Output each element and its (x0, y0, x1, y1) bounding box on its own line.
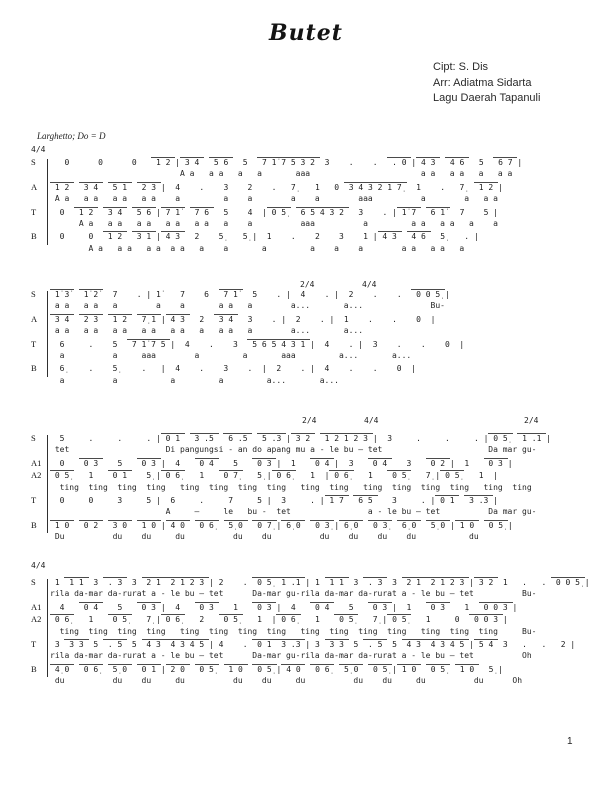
beam-group: 7̣ 1 (136, 314, 161, 324)
beam-group: 3 3 (324, 639, 349, 649)
beam-group: 1 .1 (276, 578, 306, 587)
beam-group: 0 4 (367, 458, 393, 468)
beam-group: 0 3 (367, 602, 393, 612)
beam-group: 1 2 1 2 3 (319, 434, 373, 443)
lyric-row (31, 376, 606, 388)
voice-row-T (31, 207, 606, 219)
system-2 (31, 289, 606, 388)
notation-line: 6̣ . 5̣ . | 4 . 3 . | 2 . | 4 . . 0 | (50, 364, 417, 374)
tempo-marking: Larghetto; Do = D (37, 131, 106, 141)
beam-group: 0 1 (435, 495, 460, 505)
beam-group: 1 2 (107, 314, 132, 324)
lyric-row (31, 169, 606, 181)
beam-group: . 0 (387, 158, 412, 167)
system-4 (31, 577, 606, 689)
beam-group: 0 5̣ (488, 434, 513, 443)
beam-group: 1 2 (50, 182, 75, 192)
beam-group: 3 4 (50, 314, 75, 324)
lyric-line: a a a a a a a a a a a... a... Bu- (50, 301, 445, 311)
lyric-line: A a a a a a a a a a a a aaa a a a a a a a (50, 218, 498, 228)
lyric-line: a a aaa a a aaa a... a... (50, 350, 412, 360)
time-signature: 2/4 (300, 280, 315, 289)
beam-group: 5̣ 0 (339, 664, 364, 674)
voice-label: A2 (31, 470, 42, 481)
beam-group: 0 4 (78, 602, 103, 612)
beam-group: 0 5̣ (334, 615, 359, 625)
notation-line: 1 2 3 4 5 1 2 3 | 4 . 3 2 . 7̣ 1 0 3 4 3 2 1 7̣ 1 . 7̣ 1 2 | (50, 182, 503, 192)
beam-group: 6 1̇ (425, 207, 450, 217)
beam-group: 2 3 (78, 314, 104, 324)
beam-group: 1 7 (324, 495, 349, 505)
beam-group: 0 3 (78, 458, 103, 468)
lyric-row (31, 532, 606, 544)
notation-line: 0 0 3 5 0 3 | 4 0 4 5 0 3 | 1 0 4 | 3 0 4 3 0 2 | 1 0 3 | (50, 458, 513, 468)
lyric-row (31, 627, 606, 639)
credit-composer: Cipt: S. Dis (433, 61, 489, 73)
beam-group: 1̇ 3̇ (50, 290, 75, 299)
beam-group: 0 3 (252, 458, 277, 468)
voice-row-A2 (31, 614, 606, 626)
beam-group: 3 .3 (464, 495, 494, 505)
lyric-row (31, 194, 606, 206)
beam-group: 4 0 (165, 520, 190, 530)
lyric-row (31, 483, 606, 495)
beam-group: 7 1̇ (218, 290, 243, 299)
beam-group: 1 2 (473, 182, 499, 192)
lyric-line: rila da-mar da-rurat a - le bu – tet Da-mar gu-rila da-mar da-rurat a - le bu – tet Bu- (50, 589, 537, 599)
beam-group: 1 0 (50, 520, 75, 530)
time-signature: 4/4 (362, 280, 377, 289)
voice-row-A (31, 314, 606, 326)
lyric-row (31, 244, 606, 256)
lyric-line: a a a a a a a a a a a a a a a... a... (50, 326, 364, 336)
beam-group: 0 3 (425, 602, 450, 612)
beam-group: 0 3 (136, 458, 161, 468)
beam-group: 0 6̣ (329, 471, 354, 481)
voice-row-S (31, 433, 606, 445)
beam-group: 0 5̣ (387, 471, 412, 481)
beam-group: 3 1 (131, 232, 156, 242)
voice-label: T (31, 206, 37, 217)
beam-group: . 3 (103, 578, 128, 587)
credits-block (433, 60, 540, 107)
voice-row-S (31, 157, 606, 169)
beam-group: 0 4 (194, 458, 219, 468)
notation-line: 5 . . . | 0 1 3 .5 6 .5 5 .3 | 3 2 1 2 1 2 3 | 3 . . . | 0 5̣ 1 .1 | (50, 434, 552, 443)
voice-label: A (31, 313, 38, 324)
beam-group: 1̇ 2̇ (78, 290, 104, 299)
voice-row-A2 (31, 470, 606, 482)
credit-origin: Lagu Daerah Tapanuli (433, 92, 541, 104)
voice-row-A1 (31, 458, 606, 470)
beam-group: 2 1 (141, 578, 166, 587)
time-signature: 4/4 (31, 145, 46, 154)
time-signature: 2/4 (524, 416, 539, 425)
beam-group: 0 0 3 (478, 602, 513, 612)
voice-label: B (31, 663, 37, 674)
beam-group: 4 3 (141, 639, 166, 649)
beam-group: 7 1̇ 7 5 3 2 (257, 158, 320, 167)
beam-group: 3 4 3 2 1 7̣ (343, 182, 407, 192)
beam-group: 4 6 (406, 232, 431, 242)
beam-group: 0 7̣ (252, 520, 277, 530)
beam-group: 0 3 (194, 602, 219, 612)
beam-group: 1 2 (102, 232, 128, 242)
beam-group: 0 5̣ (194, 664, 219, 674)
beam-group: 1 1 (324, 578, 349, 587)
beam-group: 0 3 (483, 458, 508, 468)
beam-group: 1 0 (223, 664, 248, 674)
beam-group: 5̣ 0 (107, 664, 132, 674)
beam-group: 5̣ 0 (223, 520, 248, 530)
beam-group: 5 1 (107, 182, 132, 192)
beam-group: 0 5̣ (440, 471, 465, 481)
notation-line: 0 0 0 1 2 | 3 4 5 6 5 7 1̇ 7 5 3 2 3 . . . 0 | 4 3 4 6 5 6 7 | (50, 158, 523, 167)
voice-label: B (31, 231, 37, 242)
beam-group: 1 .1 (517, 434, 547, 443)
lyric-line: A a a a a a aaa a a a a a a a (50, 169, 513, 179)
beam-group: 0 7̣ (218, 471, 243, 481)
voice-label: A1 (31, 601, 42, 612)
time-signature: 4/4 (31, 561, 46, 570)
voice-label: A2 (31, 614, 42, 625)
voice-label: S (31, 433, 36, 443)
beam-group: 2 3 (136, 182, 161, 192)
system-barline (47, 579, 48, 677)
beam-group: 4 3 (401, 639, 426, 649)
lyric-row (31, 589, 606, 601)
notation-line: 1 1 1 3 . 3 3 2 1 2 1 2 3 | 2 . 0 5̣ 1 .1 | 1 1 1 3 . 3 3 2 1 2 1 2 3 | 3 2 1 . . 0 0 5̣ | (50, 578, 590, 587)
beam-group: 0 3 (252, 602, 277, 612)
beam-group: 3 0 (107, 520, 132, 530)
beam-group: 5 6 (209, 158, 234, 167)
beam-group: 6̣ 0 (281, 520, 306, 530)
notation-line: 1 0 0 2 3 0 1 0 | 4 0 0 6̣ 5̣ 0 0 7̣ | 6̣ 0 0 3̣ | 6̣ 0 0 3̣ 6̣ 0 5̣ 0 | 1 0 0 5̣ | (50, 520, 513, 530)
lyric-row (31, 445, 606, 457)
beam-group: 3 4 (78, 182, 104, 192)
notation-line: 0 0 1 2 3 1 | 4 3 2 5̣ 5̣ | 1 . 2 3 1 | 4 3 4 6 5̣ . | (50, 232, 479, 242)
system-barline (47, 435, 48, 533)
beam-group: 3 4 (103, 207, 128, 217)
beam-group: 0 5̣ (483, 520, 508, 530)
notation-line: 0 0 3 5 | 6 . 7 5 | 3 . | 1 7 6 5 3 . | 0 1 3 .3 | (50, 495, 499, 505)
beam-group: 0 2 (78, 520, 104, 530)
beam-group: 5 .3 (257, 434, 287, 443)
beam-group: 6 5 4 3 2 (295, 207, 349, 217)
credit-arranger: Arr: Adiatma Sidarta (433, 76, 532, 89)
system-3 (31, 433, 606, 545)
beam-group: 0 5̣ (425, 664, 451, 674)
beam-group: 7 1̇ (160, 207, 185, 217)
voice-row-B (31, 664, 606, 676)
voice-row-S (31, 577, 606, 589)
beam-group: 3 2 (474, 578, 499, 587)
beam-group: 0 0 5̣ (551, 578, 585, 587)
voice-label: S (31, 289, 36, 299)
beam-group: 0 4 (310, 602, 335, 612)
beam-group: 0 1 (160, 434, 185, 443)
voice-row-T (31, 495, 606, 507)
notation-line: 3 3 3 5 . 5 5 4 3 4 3 4 5 | 4 . 0 1 3 .3 | 3 3 3 5 . 5 5 4 3 4 3 4 5 | 5 4 3 . . 2 | (50, 639, 576, 649)
beam-group: 0 4 (310, 458, 335, 468)
beam-group: 0 2 (425, 458, 450, 468)
beam-group: 0 3 (136, 602, 161, 612)
voice-row-B (31, 231, 606, 243)
beam-group: 2 1 2 3 (425, 578, 470, 587)
lyric-row (31, 301, 606, 313)
lyric-line: ting ting ting ting ting ting ting ting ting ting ting ting ting ting ting Bu- (50, 626, 537, 636)
beam-group: 3 2 (290, 434, 315, 443)
beam-group: 0 6̣ (310, 664, 335, 674)
voice-row-B (31, 363, 606, 375)
beam-group: 4 3 4 5 (165, 639, 209, 649)
beam-group: 4 3 (160, 232, 185, 242)
lyric-row (31, 651, 606, 663)
system-barline (47, 159, 48, 245)
system-barline (47, 291, 48, 377)
beam-group: 3 4 (213, 314, 238, 324)
lyric-line: ting ting ting ting ting ting ting ting ting ting ting ting ting ting ting ting (50, 482, 532, 492)
lyric-line: Du du du du du du du du du du du (50, 532, 479, 542)
time-signature: 2/4 (302, 416, 317, 425)
voice-label: T (31, 338, 37, 349)
voice-label: B (31, 519, 37, 530)
beam-group: 5 6 5 4 3 1 (247, 339, 311, 349)
beam-group: 0 6̣ (194, 520, 219, 530)
notation-line: 1̇ 3̇ 1̇ 2̇ 7 . | 1̇ 7 6 7 1̇ 5 . | 4 . | 2 . . 0 0 5̣ | (50, 290, 450, 299)
beam-group: . 5 (103, 639, 128, 649)
beam-group: 4 3 (165, 314, 190, 324)
beam-group: 6̣ 0 (339, 520, 364, 530)
beam-group: 1 0 (136, 520, 161, 530)
beam-group: 1 1 (64, 578, 89, 587)
beam-group: 4̣ 0 (50, 664, 75, 674)
lyric-line: rila da-mar da-rurat a - le bu – tet Da-mar gu-rila da-mar da-rurat a - le bu – tet Oh (50, 651, 532, 661)
beam-group: 4 3 4 5 (425, 639, 470, 649)
notation-line: 0 1 2 3 4 5 6 | 7 1̇ 7 6 5 4 | 0 5̣ 6 5 4 3 2 3 . | 1̇ 7 6 1̇ 7 5 | (50, 207, 499, 217)
voice-label: A (31, 181, 38, 192)
voice-row-S (31, 289, 606, 301)
lyric-line: A — le bu - tet a - le bu – tet Da mar gu- (50, 507, 537, 517)
beam-group: 0 3̣ (368, 520, 393, 530)
beam-group: 3 4 (180, 158, 205, 167)
beam-group: 0 5̣ (387, 615, 412, 625)
beam-group: 3 .5 (189, 434, 219, 443)
beam-group: 2 0 (165, 664, 190, 674)
beam-group: 0 6̣ (160, 615, 185, 625)
beam-group: 4 0 (281, 664, 306, 674)
lyric-line: a a a a a... a... (50, 375, 339, 385)
beam-group: 1 2 (74, 207, 99, 217)
beam-group: 0 0 5̣ (411, 290, 445, 299)
page-number: 1 (567, 736, 573, 747)
beam-group: 2 1 (401, 578, 426, 587)
beam-group: 0 6̣ (78, 664, 104, 674)
lyric-line: A a a a a a a a a a a a a a a a a a a (50, 243, 465, 253)
beam-group: 2 1 2 3 (165, 578, 209, 587)
beam-group: 0 5̣ (252, 578, 277, 587)
voice-label: T (31, 494, 37, 505)
lyric-line: du du du du du du du du du du du Oh (50, 676, 523, 686)
beam-group: 0 5̣ (266, 207, 291, 217)
beam-group: 5 6 (131, 207, 157, 217)
beam-group: 0 5̣ (107, 615, 132, 625)
beam-group: 6 5 (353, 495, 378, 505)
beam-group: . 3 (363, 578, 388, 587)
beam-group: 0 1 (136, 664, 161, 674)
notation-line: 4 0 4 5 0 3 | 4 0 3 1 0 3 | 4 0 4 5 0 3 | 1 0 3 1 0 0 3 | (50, 602, 518, 612)
beam-group: 0 3̣ (310, 520, 335, 530)
lyric-row (31, 219, 606, 231)
beam-group: 0 5̣ (368, 664, 393, 674)
beam-group: 0 6̣ (271, 471, 296, 481)
lyric-line: tet Di pangungsi - an do apang mu a - le bu – tet Da mar gu- (50, 445, 537, 455)
beam-group: 1 0 (397, 664, 422, 674)
lyric-row (31, 351, 606, 363)
beam-group: 6 .5 (223, 434, 253, 443)
beam-group: 0 1 (107, 471, 132, 481)
beam-group: 0 1 (252, 639, 277, 649)
voice-row-T (31, 639, 606, 651)
beam-group: 7 6 (189, 207, 214, 217)
beam-group: 5 4 (474, 639, 499, 649)
voice-row-B (31, 520, 606, 532)
beam-group: 6 7 (493, 158, 518, 167)
beam-group: 0 6̣ (50, 615, 75, 625)
beam-group: 5̣ 0 (425, 520, 451, 530)
beam-group: 3 .3 (276, 639, 306, 649)
voice-label: S (31, 157, 36, 167)
lyric-line: A a a a a a a a a a a a a aaa a a a a (50, 194, 498, 204)
beam-group: 0 6̣ (276, 615, 301, 625)
voice-row-T (31, 339, 606, 351)
beam-group: 6̣ 0 (397, 520, 422, 530)
voice-label: T (31, 638, 37, 649)
beam-group: 4 3 (416, 158, 441, 167)
voice-label: B (31, 363, 37, 374)
beam-group: 0 0 3 (469, 615, 503, 625)
voice-label: S (31, 577, 36, 587)
lyric-row (31, 507, 606, 519)
voice-label: A1 (31, 457, 42, 468)
beam-group: 1 2 (151, 158, 176, 167)
system-1 (31, 157, 606, 256)
notation-line: 4̣ 0 0 6̣ 5̣ 0 0 1 | 2 0 0 5̣ 1 0 0 5̣ | 4 0 0 6̣ 5̣ 0 0 5̣ | 1 0 0 5̣ 1 0 5̣ | (50, 664, 504, 674)
notation-line: 0 6̣ 1 0 5̣ 7̣ | 0 6̣ 2 0 5̣ 1 | 0 6̣ 1 0 5̣ 7̣ | 0 5̣ 1 0 0 0 3 | (50, 615, 508, 625)
lyric-row (31, 676, 606, 688)
beam-group: 4 6 (445, 158, 470, 167)
voice-row-A (31, 182, 606, 194)
notation-line: 3 4 2 3 1 2 7̣ 1 | 4 3 2 3 4 3 . | 2 . | 1 . . 0 | (50, 314, 436, 324)
beam-group: 1 0 (454, 664, 479, 674)
notation-line: 0 5̣ 1 0 1 5̣ | 0 6̣ 1 0 7̣ 5̣ | 0 6̣ 1 | 0 6̣ 1 0 5̣ 7̣ | 0 5̣ 1 | (50, 471, 499, 481)
beam-group: 0 5̣ (218, 615, 243, 625)
beam-group: . 5 (363, 639, 388, 649)
beam-group: 1 0 (454, 520, 479, 530)
notation-line: 6 . 5 7 1̇ 7 5 | 4 . 3 5 6 5 4 3 1 | 4 . | 3 . . 0 | (50, 339, 465, 349)
lyric-row (31, 326, 606, 338)
beam-group: 0 5̣ (50, 471, 75, 481)
beam-group: 0 5̣ (252, 664, 277, 674)
beam-group: 3 3 (64, 639, 89, 649)
beam-group: 4 3 (377, 232, 402, 242)
time-signature: 4/4 (364, 416, 379, 425)
song-title: Butet (269, 20, 343, 46)
beam-group: 7 1̇ 7 5 (127, 339, 171, 349)
beam-group: 0 6̣ (160, 471, 185, 481)
beam-group: 1̇ 7 (396, 207, 422, 217)
voice-row-A1 (31, 602, 606, 614)
